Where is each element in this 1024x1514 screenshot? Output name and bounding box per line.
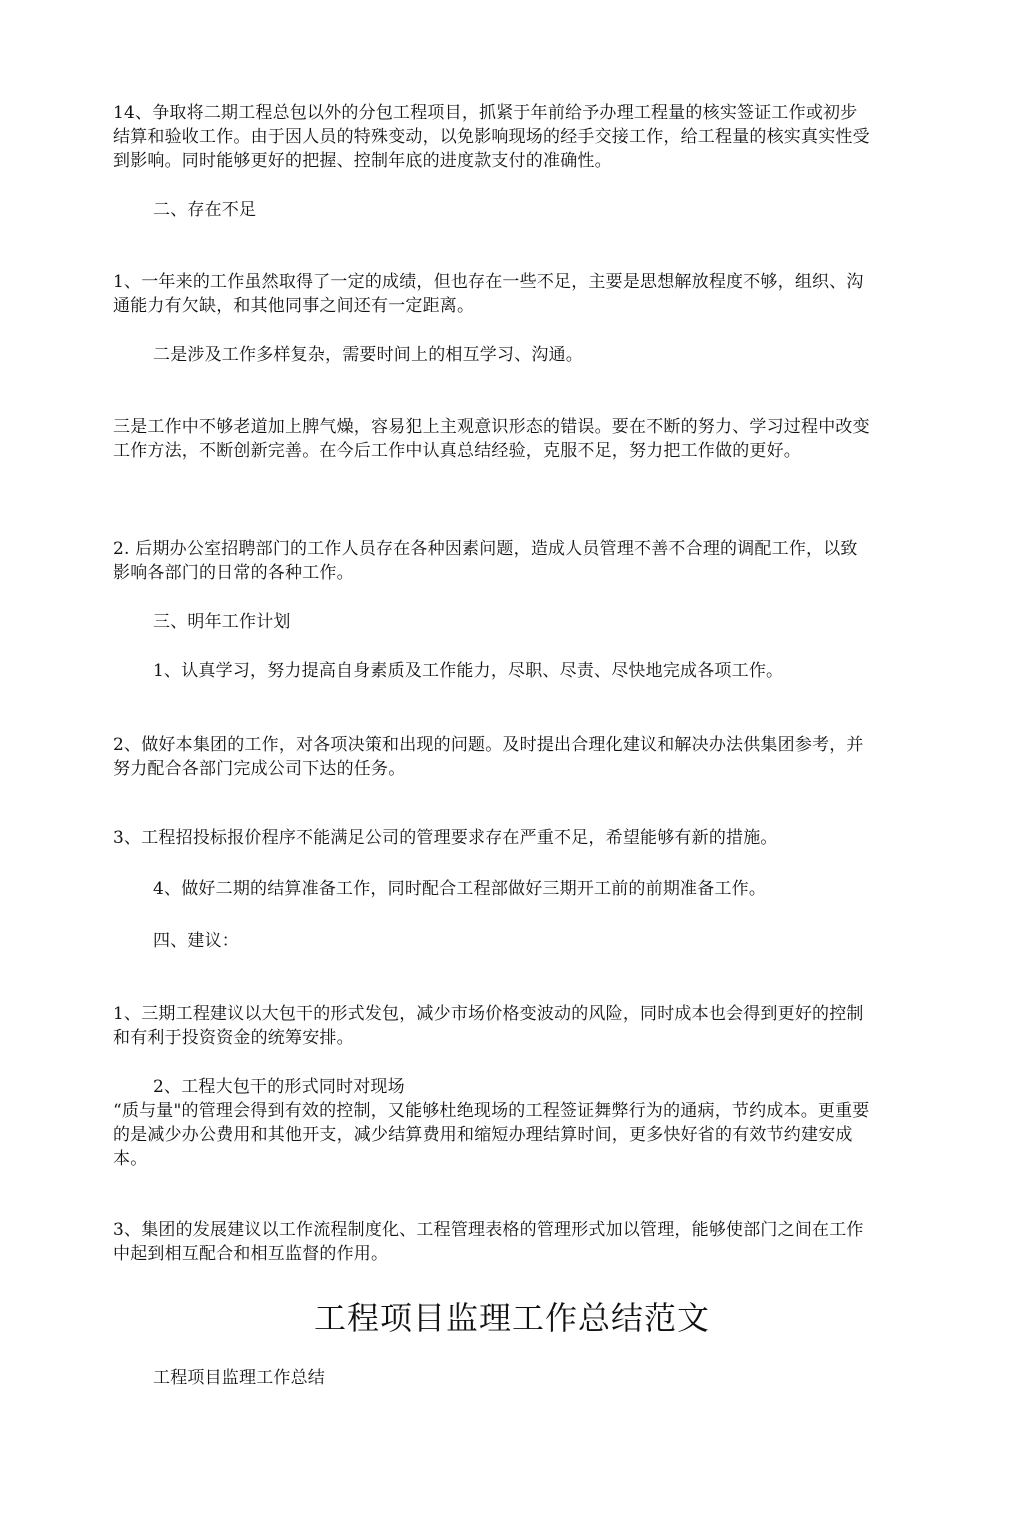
- paragraph-suggestion-2-heading: 2、工程大包干的形式同时对现场: [153, 1077, 405, 1097]
- section-heading-shortcomings: 二、存在不足: [153, 200, 257, 220]
- paragraph-plan-1: 1、认真学习，努力提高自身素质及工作能力，尽职、尽责、尽快地完成各项工作。: [153, 661, 784, 681]
- section-heading-next-year-plan: 三、明年工作计划: [153, 612, 291, 632]
- document-title: 工程项目监理工作总结范文: [313, 1299, 710, 1337]
- paragraph-recruitment-issue: 2. 后期办公室招聘部门的工作人员存在各种因素问题，造成人员管理不善不合理的调配工作，以致影响各部门的日常的各种工作。: [113, 539, 858, 583]
- paragraph-shortcoming-2: 二是涉及工作多样复杂，需要时间上的相互学习、沟通。: [153, 345, 583, 365]
- paragraph-suggestion-3: 3、集团的发展建议以工作流程制度化、工程管理表格的管理形式加以管理，能够使部门之间在工作中起到相互配合和相互监督的作用。: [113, 1220, 864, 1264]
- paragraph-shortcoming-1: 1、一年来的工作虽然取得了一定的成绩，但也存在一些不足，主要是思想解放程度不够，组织、沟通能力有欠缺，和其他同事之间还有一定距离。: [113, 272, 864, 316]
- paragraph-plan-2: 2、做好本集团的工作，对各项决策和出现的问题。及时提出合理化建议和解决办法供集团参考，并努力配合各部门完成公司下达的任务。: [113, 735, 864, 779]
- paragraph-suggestion-2-body: “质与量"的管理会得到有效的控制，又能够杜绝现场的工程签证舞弊行为的通病，节约成本。更重要的是减少办公费用和其他开支，减少结算费用和缩短办理结算时间，更多快好省的有效节约建安成本。: [113, 1101, 870, 1169]
- paragraph-14-subcontract: 14、争取将二期工程总包以外的分包工程项目，抓紧于年前给予办理工程量的核实签证工作或初步结算和验收工作。由于因人员的特殊变动，以免影响现场的经手交接工作，给工程量的核实真实性受到影响。同时能够更好的把握、控制年底的进度款支付的准确性。: [113, 103, 870, 171]
- paragraph-plan-3: 3、工程招投标报价程序不能满足公司的管理要求存在严重不足，希望能够有新的措施。: [113, 828, 778, 848]
- section-heading-suggestions: 四、建议：: [153, 931, 239, 951]
- paragraph-suggestion-1: 1、三期工程建议以大包干的形式发包，减少市场价格变波动的风险，同时成本也会得到更好的控制和有利于投资资金的统筹安排。: [113, 1004, 864, 1048]
- paragraph-shortcoming-3: 三是工作中不够老道加上脾气燥，容易犯上主观意识形态的错误。要在不断的努力、学习过程中改变工作方法，不断创新完善。在今后工作中认真总结经验，克服不足，努力把工作做的更好。: [113, 417, 870, 461]
- paragraph-plan-4: 4、做好二期的结算准备工作，同时配合工程部做好三期开工前的前期准备工作。: [153, 879, 767, 899]
- document-subtitle: 工程项目监理工作总结: [153, 1368, 325, 1388]
